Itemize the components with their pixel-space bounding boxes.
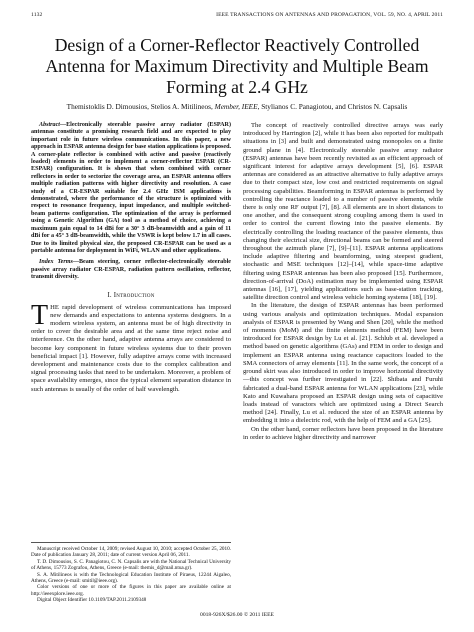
abstract-text: —Electronically steerable passive array radiator (ESPAR) antennas constitute a promising research field and are expected to play important role in future wireless communications. In this paper, a new approach in ESPAR antenna design for base station applications is proposed. A corner-plate reflector is combined with active and passive (reactively loaded) elements in order to implement a corner-reflector ESPAR (CR-ESPAR) configuration. It is shown that when combined with corner reflectors in order to sectorize the coverage area, an ESPAR antenna offers multiple radiation patterns with higher directivity and resolution. A case study of a CR-ESPAR suitable for 2.4 GHz ISM applications is demonstrated, where the performance of the structure is optimized with respect to resonance frequency, input impedance, and multiple switched-beam patterns configuration. The optimization of the array is performed using a Genetic Algorithm (GA) tool as a method of choice, achieving a maximum gain equal to 14 dBi for a 30° 3 dB-beamwidth and a gain of 11 dBi for a 45° 3 dB-beamwidth, while the VSWR is kept below 1.7 in all cases. Due to its limited physical size, the proposed CR-ESPAR can be used as a portable antenna for deployment in WiFi, WLAN and other applications. [31,122,231,254]
journal-name: IEEE TRANSACTIONS ON ANTENNAS AND PROPAGATION, VOL. 59, NO. 4, APRIL 2011 [216,12,443,18]
introduction-text: HE rapid development of wireless communications has imposed new demands and expectations to antenna systems designers. In a modern wireless system, an antenna must be of high directivity in order to cover the desirable area and at the same time reject noise and interference. On the other hand, adaptive antenna arrays are considered to become key component in future wireless systems due to their proven beneficial impact [1]. However, fully adaptive arrays come with increased development and maintenance costs due to the complex calibration and signal processing tasks that need to be undertaken. Moreover, a problem of space availability emerges, since the typical element separation distance in such antennas is usually of the order of half wavelength. [31,303,231,393]
paper-title: Design of a Corner-Reflector Reactively Controlled Antenna for Maximum Directivity and Multiple Beam Forming at 2.4 GHz [45,35,429,97]
footnote-manuscript: Manuscript received October 14, 2009; revised August 10, 2010; accepted October 25, 2010. Date of publication January 28, 2011; date of current version April 06, 2011. [31,546,231,559]
body-paragraph: In the literature, the design of ESPAR antennas has been performed using various analysis and optimization techniques. Modal expansion analysis of ESPAR is presented by Wang and Shen [20], while the method of moments (MoM) and the finite elements method (FEM) have been introduced for ESPAR design by Lu et al. [21]. Schlub et al. developed a method based on genetic algorithms (GAs) and FEM in order to design and implement an ESPAR antenna using reactance capacitors loaded to the SMA connectors of array elements [11]. In the same work, the concept of a ground skirt was also introduced in order to improve horizontal directivity—this concept was further investigated in [22]. Shibata and Furuhi fabricated a dual-band ESPAR antenna for WLAN applications [23], while Kato and Kuwahara proposed an ESPAR design using sets of capacitive loads instead of varactors which are optimized using a Direct Search method [24]. Finally, Lu et al. reduced the size of an ESPAR antenna by embedding it into a dielectric rod, with the help of FEM and a GA [25]. [243,302,443,425]
authors-part-1: Themistoklis D. Dimousios, Stelios A. Mitilineos, [66,102,215,111]
index-terms-text: —Beam steering, corner reflector-electronically steerable passive array radiator CR-ESPAR, radiation pattern oscillation, reflector, transmit diversity. [31,259,232,281]
index-terms [31,259,231,281]
running-header [31,12,443,18]
copyright-footer: 0018-926X/$26.00 © 2011 IEEE [200,612,274,618]
footnote-color: Color versions of one or more of the figures in this paper are available online at http://ieeexplore.ieee.org. [31,584,231,597]
left-column [31,122,231,394]
drop-cap: T [31,299,49,331]
page-number: 1132 [31,12,43,18]
section-heading-introduction: I. Introduction [107,291,155,299]
footnote-doi: Digital Object Identifier 10.1109/TAP.2011.2109348 [37,597,147,604]
footnotes [31,542,231,604]
body-paragraph: The concept of reactively controlled directive arrays was early introduced by Harrington [2], while it has been also reported for multipath situations in [3] and built and demonstrated using monopoles on a finite ground plane in [4]. Electronically steerable passive array radiator (ESPAR) antennas have been recently revisited as an efficient approach of significant interest for adaptive arrays development [5], [6]. ESPAR antennas are considered as an attractive alternative to fully adaptive arrays due to their compact size, low cost and restricted requirements on signal processing capabilities. Beamforming in ESPAR antennas is performed by controlling the reactance loaded to a number of passive elements, while there is only one RF output [7], [8]. All elements are in short distances to one another, and the consequent strong coupling among them is used in order to control the current flowing into the passive elements. By electrically controlling the loading reactance of the passive elements, thus changing their electrical size, directional beams can be formed and steered throughout the azimuth plane [7], [9]–[11]. ESPAR antenna applications include adaptive filtering and beamforming, using steepest gradient, stochastic and MSE techniques [12]–[14], while space-time adaptive filtering using ESPAR antennas has been also proposed [15]. Furthermore, direction-of-arrival (DoA) estimation may be implemented using ESPAR antennas [16], [17], yielding applications such as base-station tracking, satellite direction control and wireless vehicle homing systems [18], [19]. [243,122,443,302]
author-list [20,102,454,111]
right-column [243,122,443,442]
footnote-affiliation-1: T. D. Dimousios, S. C. Panagiotou, C. N. Capsalis are with the National Technical University of Athens, 15773 Zografou, Athens, Greece (e-mail: themis_d@mail.ntua.gr). [31,558,231,572]
abstract [31,122,231,255]
authors-part-2: , Stylianos C. Panagiotou, and Christos N. Capsalis [257,102,408,111]
author-membership: Member, IEEE [214,102,258,111]
index-terms-label: Index Terms [39,259,73,266]
body-paragraph: On the other hand, corner reflectors have been proposed in the literature in order to achieve higher directivity and narrower [243,425,443,441]
introduction-paragraph [31,299,231,394]
abstract-label: Abstract [39,122,60,128]
footnote-affiliation-2: S. A. Mitilineos is with the Technological Education Institute of Piraeus, 12244 Aigaleo, Athens, Greece (e-mail: smitil@ieee.org). [31,571,231,585]
